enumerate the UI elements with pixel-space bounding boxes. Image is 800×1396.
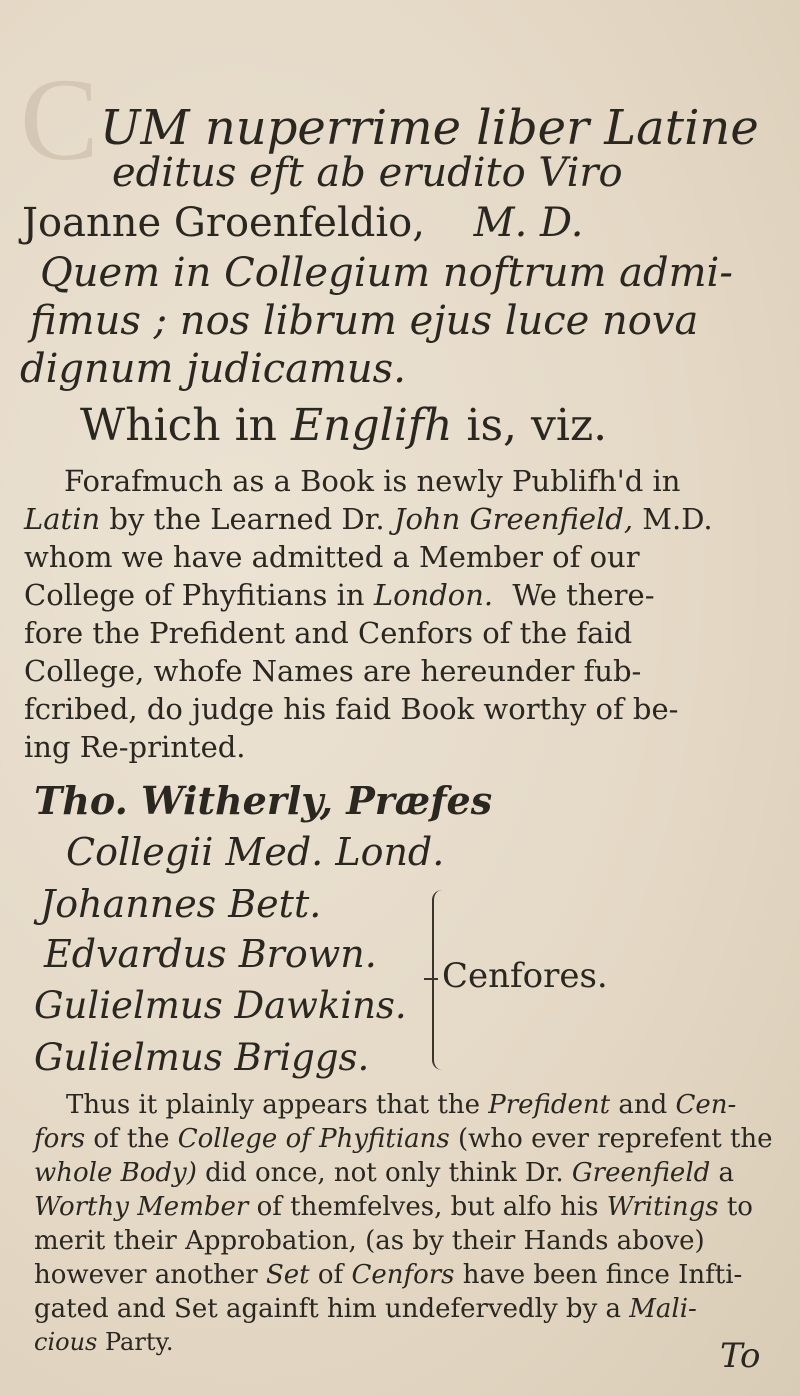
latin-line-3: Joanne Groenfeldio, M. D. [22,200,584,246]
censor-signature-4: Gulielmus Briggs. [34,1036,370,1079]
college-signature: Collegii Med. Lond. [66,830,445,874]
paragraph-1-line-2: Latin by the Learned Dr. John Greenfield, M.D. [24,502,713,536]
latin-line-1: UM nuperrime liber Latine [100,100,759,156]
catchword: To [720,1336,761,1376]
closing-line-6: however another Set of Cenfors have been fince Infti- [34,1260,743,1290]
closing-line-3: whole Body) did once, not only think Dr. Greenfield a [34,1158,735,1188]
paragraph-1-line-1: Forafmuch as a Book is newly Publifh'd in [64,464,681,498]
latin-line-6: dignum judicamus. [20,346,406,392]
closing-line-7: gated and Set againft him undefervedly by a Mali- [34,1294,697,1324]
latin-line-4: Quem in Collegium noftrum admi- [40,250,733,296]
paragraph-1-line-5: fore the Prefident and Cenfors of the faid [24,616,633,650]
closing-line-1: Thus it plainly appears that the Prefident and Cen- [66,1090,737,1120]
censors-brace-tip [424,978,438,980]
paragraph-1-line-6: College, whofe Names are hereunder fub- [24,654,642,688]
paragraph-1-line-4: College of Phyfitians in London. We there- [24,578,655,612]
drop-cap-c: C [20,54,99,185]
censor-signature-1: Johannes Bett. [40,882,322,926]
closing-line-8: cious Party. [34,1328,174,1356]
censor-signature-2: Edvardus Brown. [44,932,377,976]
censor-signature-3: Gulielmus Dawkins. [34,984,407,1027]
president-signature: Tho. Witherly, Præfes [34,778,493,823]
closing-line-5: merit their Approbation, (as by their Hands above) [34,1226,705,1256]
paragraph-1-line-7: fcribed, do judge his faid Book worthy of be- [24,692,679,726]
latin-line-2: editus eft ab erudito Viro [112,150,623,196]
censors-label: Cenfores. [442,956,608,996]
closing-line-2: fors of the College of Phyfitians (who ever reprefent the [34,1124,773,1154]
latin-line-5: fimus ; nos librum ejus luce nova [30,298,699,344]
english-heading: Which in Englifh is, viz. [80,400,608,451]
paragraph-1-line-3: whom we have admitted a Member of our [24,540,640,574]
closing-line-4: Worthy Member of themfelves, but alfo his Writings to [34,1192,753,1222]
paragraph-1-line-8: ing Re-printed. [24,730,246,764]
